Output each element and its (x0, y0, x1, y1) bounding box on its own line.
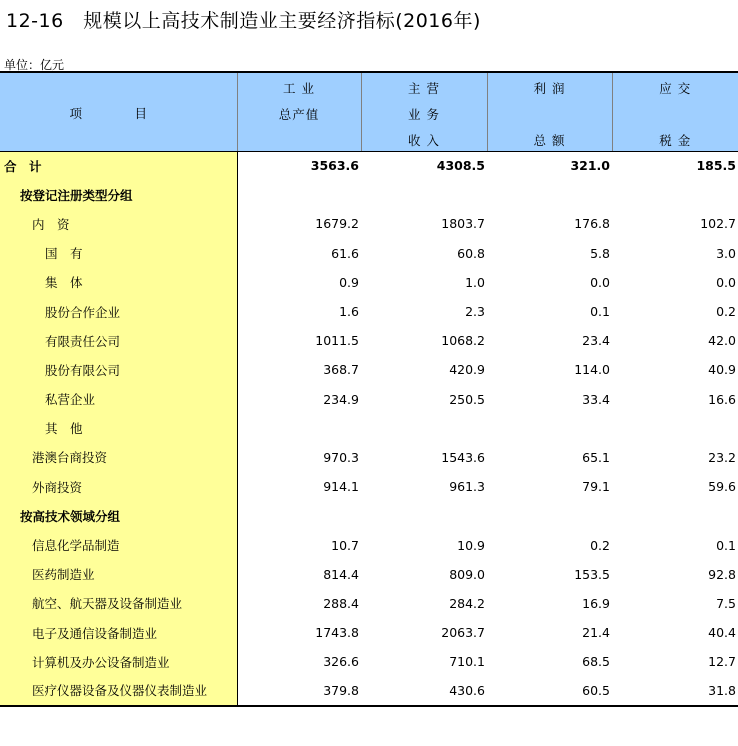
header-main-revenue (361, 72, 487, 151)
header-taxes-payable (612, 72, 738, 151)
header-output-line1: 工 业 (283, 81, 315, 96)
row-value: 0.1 (716, 537, 736, 553)
row-value: 321.0 (570, 158, 610, 174)
table-row (0, 355, 738, 384)
row-value: 59.6 (708, 479, 736, 495)
table-row (0, 297, 738, 326)
row-value: 379.8 (237, 676, 361, 705)
row-value: 1543.6 (441, 449, 485, 465)
header-revenue-line1: 主 营 (408, 81, 440, 96)
row-value: 234.9 (323, 391, 359, 407)
table-row (0, 385, 738, 414)
row-value: 3.0 (716, 245, 736, 261)
row-value: 1011.5 (315, 333, 359, 349)
row-value: 23.4 (582, 333, 610, 349)
row-value: 79.1 (582, 479, 610, 495)
table-row (0, 151, 738, 180)
header-tax-line1: 应 交 (659, 81, 692, 96)
header-row (0, 72, 738, 151)
row-value: 2063.7 (441, 625, 485, 641)
row-value (487, 180, 612, 209)
row-value (237, 180, 361, 209)
table-row (0, 560, 738, 589)
row-value (237, 501, 361, 530)
row-value (237, 414, 361, 443)
row-label: 按登记注册类型分组 (0, 180, 237, 209)
row-value: 92.8 (708, 566, 736, 582)
indicators-table (0, 71, 738, 707)
row-value: 61.6 (331, 245, 359, 261)
row-value: 1.6 (339, 304, 359, 320)
row-value (612, 414, 738, 443)
row-value: 10.7 (331, 537, 359, 553)
row-value: 5.8 (590, 245, 610, 261)
row-value: 16.9 (582, 595, 610, 611)
row-label: 电子及通信设备制造业 (0, 618, 237, 647)
row-value: 1803.7 (441, 216, 485, 232)
row-value: 176.8 (574, 216, 610, 232)
unit-label: 单位：亿元 (4, 58, 65, 72)
row-value: 0.9 (339, 274, 359, 290)
header-revenue-line2: 业 务 (408, 107, 440, 122)
row-value: 1743.8 (315, 625, 359, 641)
row-value (361, 414, 487, 443)
row-value: 12.7 (708, 654, 736, 670)
row-value: 31.8 (612, 676, 738, 705)
table-row (0, 443, 738, 472)
row-value: 420.9 (449, 362, 485, 378)
page-title: 12-16 规模以上高技术制造业主要经济指标(2016年) (6, 10, 481, 32)
row-value: 4308.5 (436, 158, 485, 174)
header-tax-line2: 税 金 (659, 133, 692, 148)
row-value (487, 414, 612, 443)
row-value (361, 180, 487, 209)
row-value (487, 501, 612, 530)
row-value: 814.4 (323, 566, 359, 582)
row-label: 医药制造业 (0, 560, 237, 589)
header-item-label: 项 目 (69, 106, 167, 121)
row-value: 0.0 (716, 274, 736, 290)
row-value: 430.6 (361, 676, 487, 705)
header-profit-line2: 总 额 (533, 133, 566, 148)
row-value: 368.7 (323, 362, 359, 378)
row-value: 326.6 (323, 654, 359, 670)
table-row (0, 647, 738, 676)
table-row (0, 618, 738, 647)
table-row (0, 414, 738, 443)
row-label: 按高技术领域分组 (0, 501, 237, 530)
row-value: 284.2 (449, 595, 485, 611)
row-value: 42.0 (708, 333, 736, 349)
row-label: 医疗仪器设备及仪器仪表制造业 (0, 676, 237, 705)
table-row (0, 209, 738, 238)
row-value: 102.7 (700, 216, 736, 232)
table-row (0, 530, 738, 559)
row-label: 私营企业 (0, 385, 237, 414)
row-label: 外商投资 (0, 472, 237, 501)
row-label: 集 体 (0, 268, 237, 297)
table-row (0, 268, 738, 297)
row-value (612, 501, 738, 530)
row-value: 1.0 (465, 274, 485, 290)
row-value: 21.4 (582, 625, 610, 641)
row-value: 288.4 (323, 595, 359, 611)
row-value: 23.2 (708, 449, 736, 465)
header-profit-line1: 利 润 (533, 81, 566, 96)
row-label: 港澳台商投资 (0, 443, 237, 472)
row-value: 16.6 (708, 391, 736, 407)
header-output-value (237, 72, 361, 151)
row-value: 0.0 (590, 274, 610, 290)
row-value: 33.4 (582, 391, 610, 407)
row-value: 1068.2 (441, 333, 485, 349)
row-value: 10.9 (457, 537, 485, 553)
row-value (361, 501, 487, 530)
row-value: 60.8 (457, 245, 485, 261)
row-label: 股份合作企业 (0, 297, 237, 326)
row-label: 信息化学品制造 (0, 530, 237, 559)
row-value: 0.2 (716, 304, 736, 320)
table-row (0, 180, 738, 209)
row-value: 970.3 (323, 449, 359, 465)
row-value: 68.5 (582, 654, 610, 670)
row-value: 3563.6 (310, 158, 359, 174)
header-total-profit (487, 72, 612, 151)
row-value: 153.5 (574, 566, 610, 582)
row-label: 航空、航天器及设备制造业 (0, 589, 237, 618)
row-value (612, 180, 738, 209)
row-value: 809.0 (449, 566, 485, 582)
row-label: 国 有 (0, 239, 237, 268)
row-label: 内 资 (0, 209, 237, 238)
row-value: 65.1 (582, 449, 610, 465)
table-row (0, 239, 738, 268)
row-label: 股份有限公司 (0, 355, 237, 384)
row-label: 计算机及办公设备制造业 (0, 647, 237, 676)
row-value: 2.3 (465, 304, 485, 320)
header-revenue-line3: 收 入 (408, 133, 440, 148)
row-value: 1679.2 (315, 216, 359, 232)
row-value: 250.5 (449, 391, 485, 407)
table-row (0, 676, 738, 705)
table-row (0, 589, 738, 618)
row-value: 114.0 (574, 362, 610, 378)
header-output-line2: 总产值 (278, 107, 320, 122)
row-value: 710.1 (449, 654, 485, 670)
row-value: 185.5 (696, 158, 736, 174)
table-row (0, 472, 738, 501)
row-value: 40.9 (708, 362, 736, 378)
row-value: 914.1 (323, 479, 359, 495)
row-value: 961.3 (449, 479, 485, 495)
row-label: 有限责任公司 (0, 326, 237, 355)
row-value: 60.5 (487, 676, 612, 705)
row-value: 7.5 (716, 595, 736, 611)
row-value: 40.4 (708, 625, 736, 641)
table-row (0, 326, 738, 355)
row-value: 0.1 (590, 304, 610, 320)
table-row (0, 501, 738, 530)
row-label: 合 计 (0, 151, 237, 180)
header-item (0, 72, 237, 151)
row-label: 其 他 (0, 414, 237, 443)
row-value: 0.2 (590, 537, 610, 553)
